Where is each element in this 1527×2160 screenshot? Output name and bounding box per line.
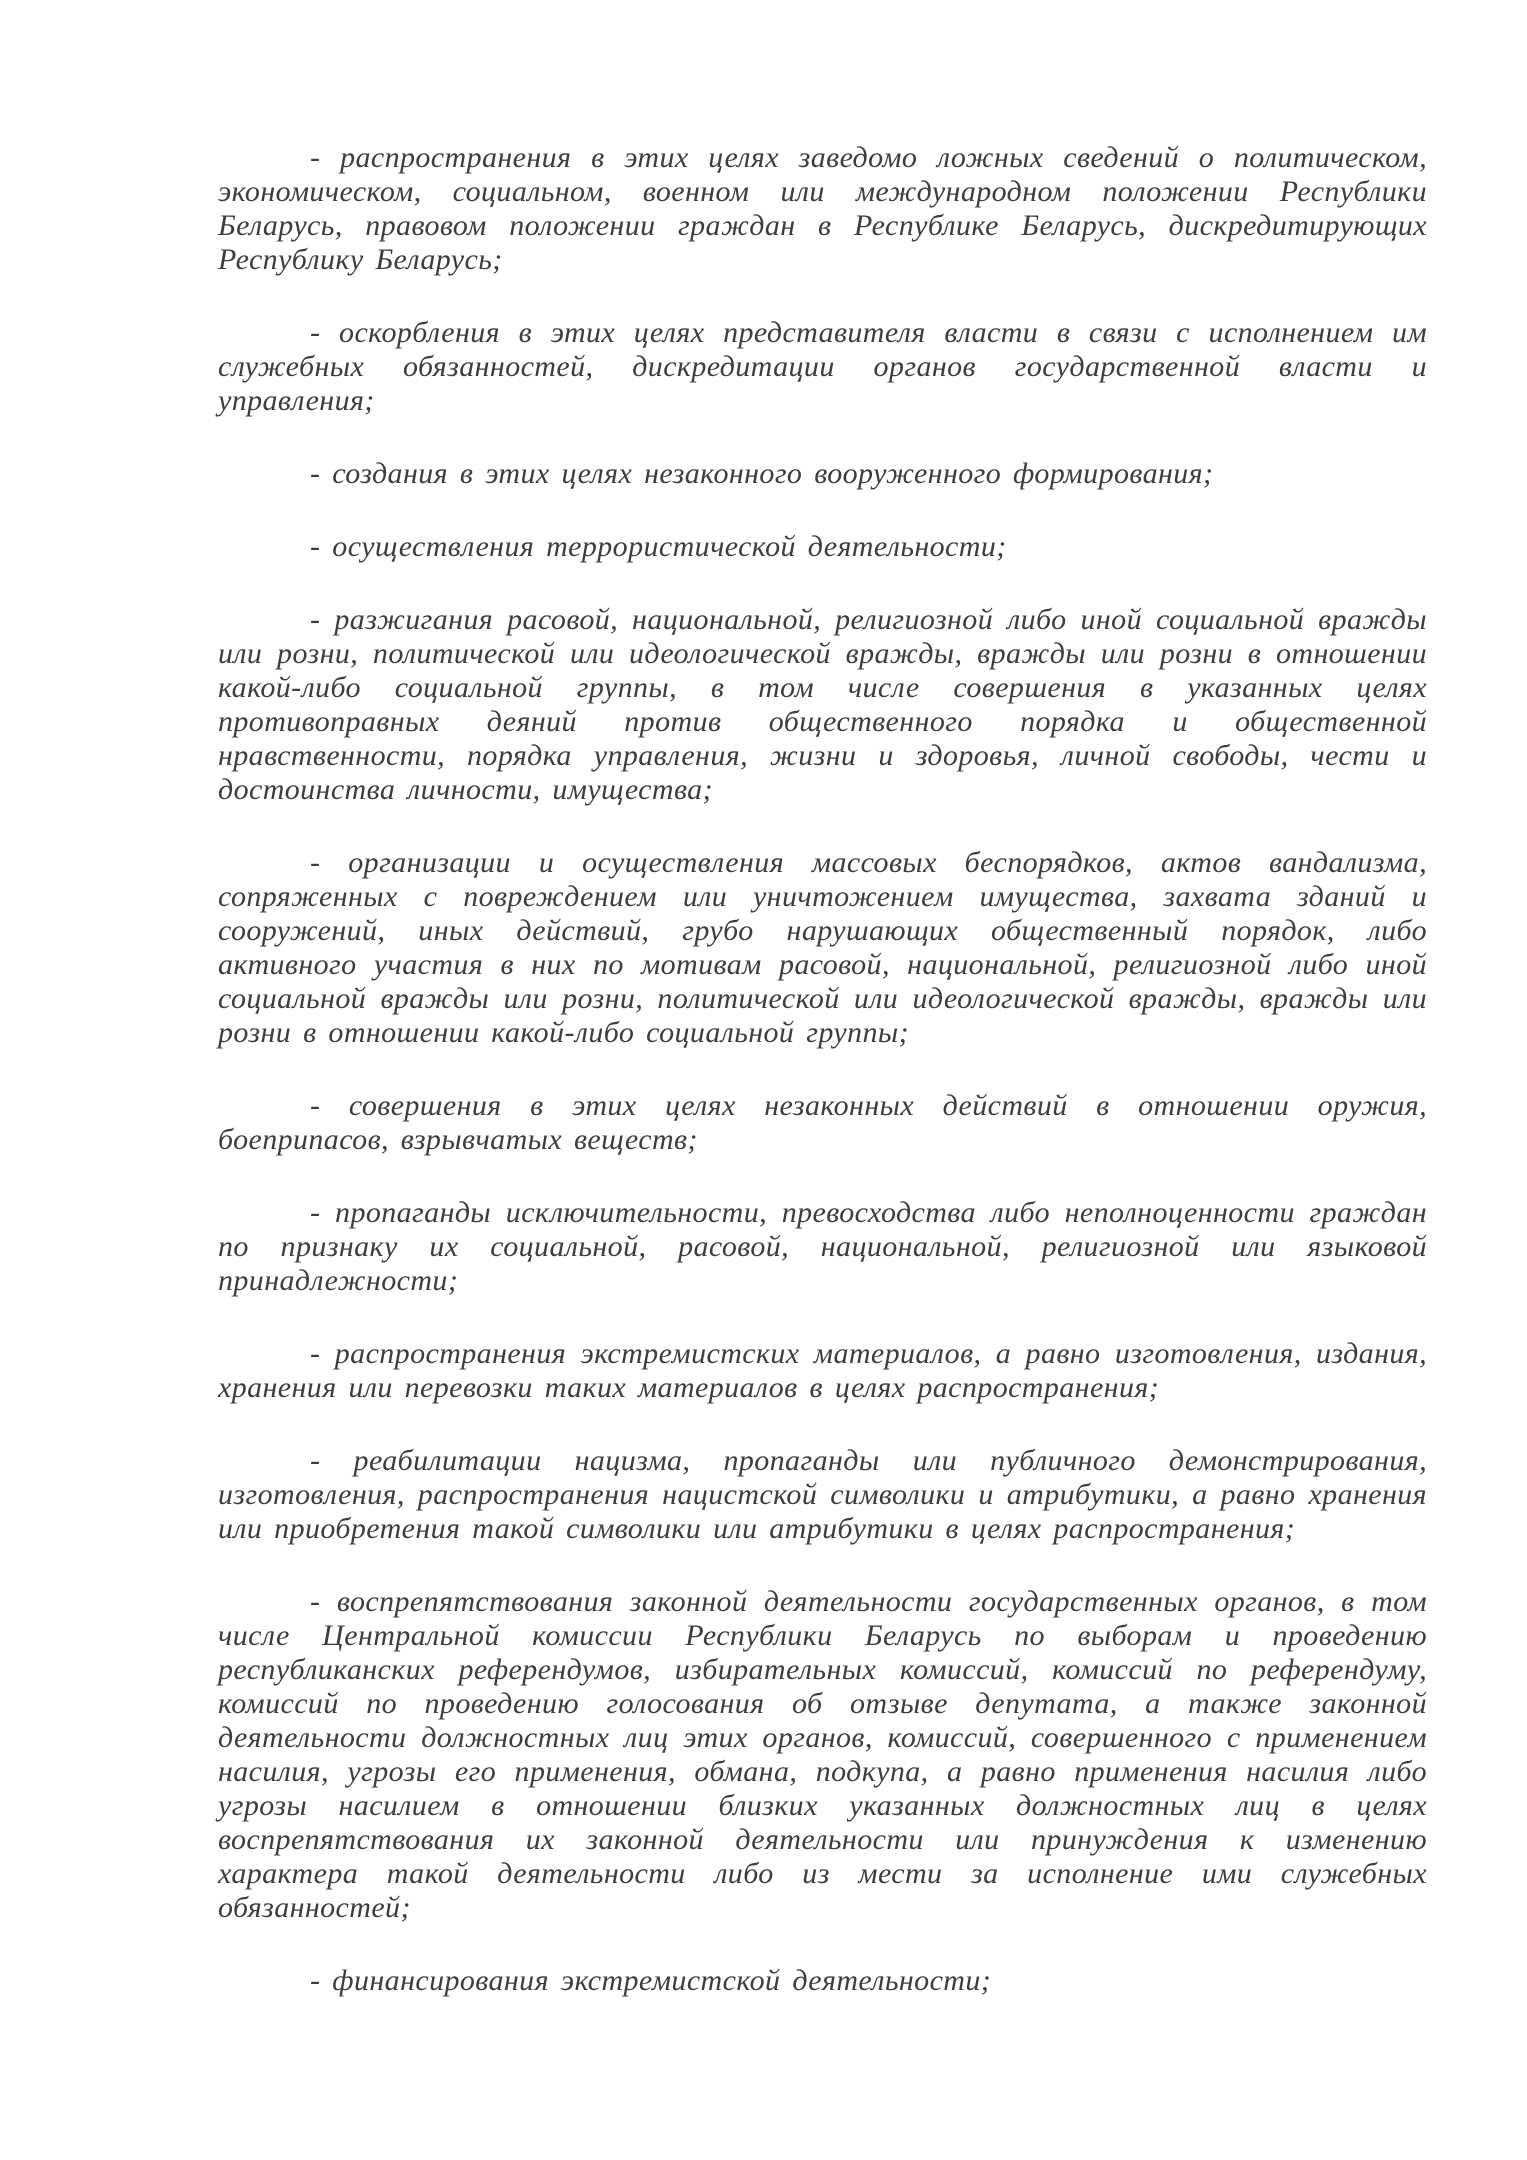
legal-clause-6: - организации и осуществления массовых беспорядков, актов вандализма, сопряженных с повреждением или уничтожением имущества, захвата зданий и сооружений, иных действий, грубо нарушающих общественный порядок, либо активного участия в них по мотивам расовой, национальной, религиозной либо иной социальной вражды или розни, политической или идеологической вражды, вражды или розни в отношении какой-либо социальной группы; — [218, 846, 1427, 1049]
legal-clause-11: - воспрепятствования законной деятельности государственных органов, в том числе Центральной комиссии Республики Беларусь по выборам и проведению республиканских референдумов, избирательных комиссий, комиссий по референдуму, комиссий по проведению голосования об отзыве депутата, а также законной деятельности должностных лиц этих органов, комиссий, совершенного с применением насилия, угрозы его применения, обмана, подкупа, а равно применения насилия либо угрозы насилием в отношении близких указанных должностных лиц в целях воспрепятствования их законной деятельности или принуждения к изменению характера такой деятельности либо из мести за исполнение ими служебных обязанностей; — [218, 1585, 1427, 1924]
legal-clause-5: - разжигания расовой, национальной, религиозной либо иной социальной вражды или розни, политической или идеологической вражды, вражды или розни в отношении какой-либо социальной группы, в том числе совершения в указанных целях противоправных деяний против общественного порядка и общественной нравственности, порядка управления, жизни и здоровья, личной свободы, чести и достоинства личности, имущества; — [218, 603, 1427, 806]
legal-clause-10: - реабилитации нацизма, пропаганды или публичного демонстрирования, изготовления, распространения нацистской символики и атрибутики, а равно хранения или приобретения такой символики или атрибутики в целях распространения; — [218, 1444, 1427, 1545]
legal-clause-4: - осуществления террористической деятельности; — [310, 530, 1007, 563]
document-text-block — [218, 141, 1427, 1998]
legal-clause-1: - распространения в этих целях заведомо ложных сведений о политическом, экономическом, социальном, военном или международном положении Республики Беларусь, правовом положении граждан в Республике Беларусь, дискредитирующих Республику Беларусь; — [218, 141, 1427, 276]
legal-clause-12: - финансирования экстремистской деятельности; — [310, 1964, 992, 1997]
legal-clause-2: - оскорбления в этих целях представителя власти в связи с исполнением им служебных обязанностей, дискредитации органов государственной власти и управления; — [218, 316, 1427, 417]
legal-clause-8: - пропаганды исключительности, превосходства либо неполноценности граждан по признаку их социальной, расовой, национальной, религиозной или языковой принадлежности; — [218, 1196, 1427, 1297]
legal-clause-3: - создания в этих целях незаконного вооруженного формирования; — [310, 457, 1214, 490]
legal-clause-9: - распространения экстремистских материалов, а равно изготовления, издания, хранения или перевозки таких материалов в целях распространения; — [218, 1337, 1427, 1404]
legal-clause-7: - совершения в этих целях незаконных действий в отношении оружия, боеприпасов, взрывчатых веществ; — [218, 1089, 1427, 1156]
